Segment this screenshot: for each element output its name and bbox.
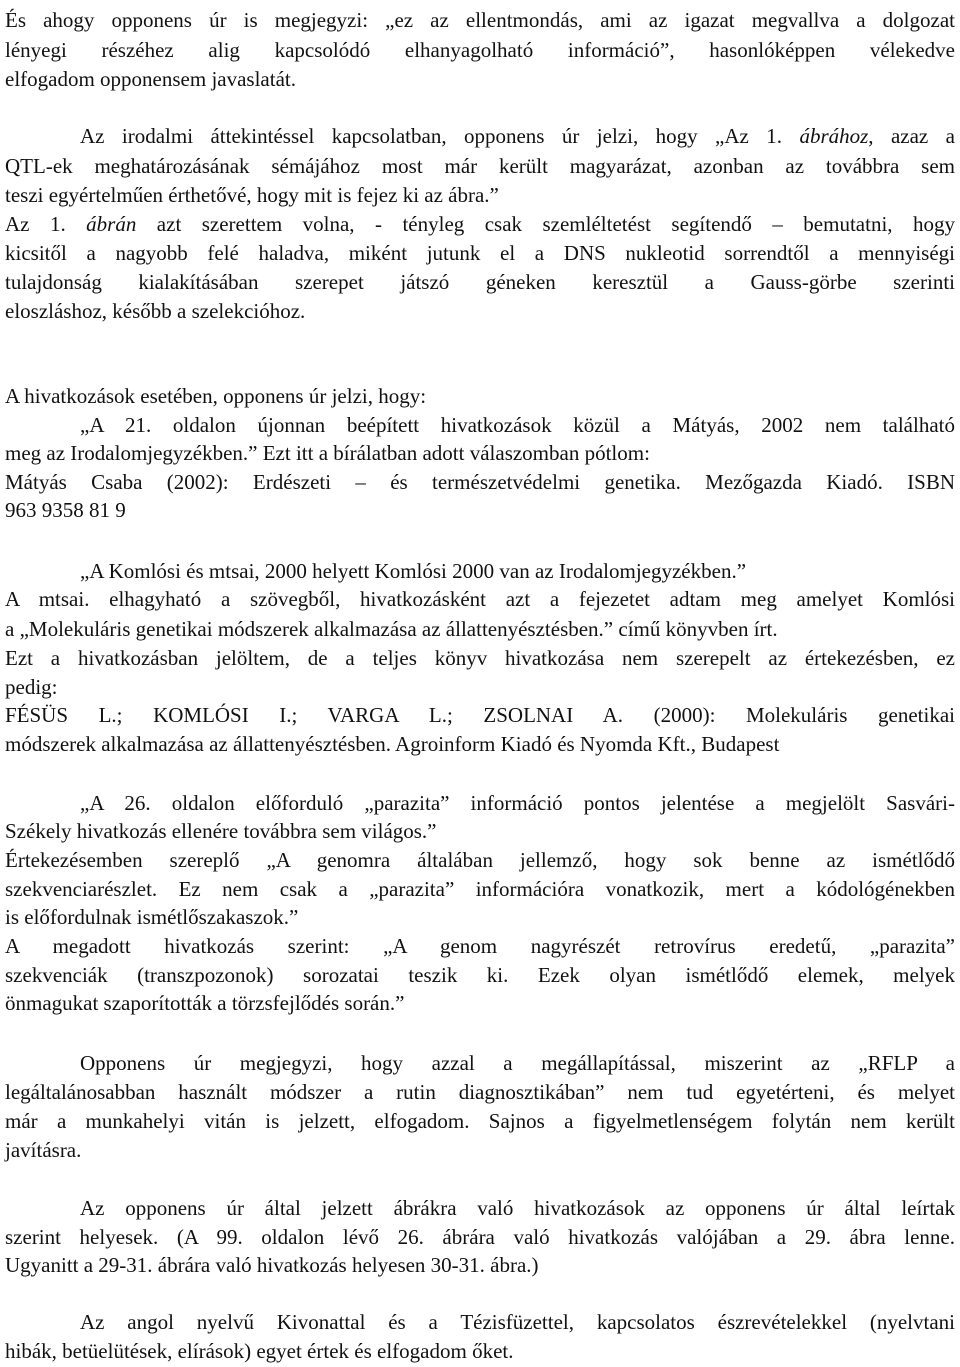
text-run: Az 1. [5, 212, 87, 236]
text-line: szerint helyesek. (A 99. oldalon lévő 26. ábrára való hivatkozás valójában a 29. ábra lenne. [5, 1225, 955, 1249]
text-line: szekvenciák (transzpozonok) sorozatai teszik ki. Ezek olyan ismétlődő elemek, melyek [5, 963, 955, 987]
text-line: A megadott hivatkozás szerint: „A genom nagyrészét retrovírus eredetű, „parazita” [5, 934, 955, 958]
text-line: „A 21. oldalon újonnan beépített hivatkozások közül a Mátyás, 2002 nem található [80, 413, 955, 437]
text-line: Ezt a hivatkozásban jelöltem, de a teljes könyv hivatkozása nem szerepelt az értekezésben, ez [5, 646, 955, 670]
text-run: Az irodalmi áttekintéssel kapcsolatban, opponens úr jelzi, hogy „Az 1. [80, 124, 800, 148]
text-run: , azaz a [868, 124, 955, 148]
text-line: Az angol nyelvű Kivonattal és a Tézisfüzettel, kapcsolatos észrevételekkel (nyelvtani [80, 1310, 955, 1334]
text-line: lényegi részéhez alig kapcsolódó elhanyagolható információ”, hasonlóképpen vélekedve [5, 38, 955, 62]
text-line: A hivatkozások esetében, opponens úr jelzi, hogy: [5, 384, 427, 408]
text-line: a „Molekuláris genetikai módszerek alkalmazása az állattenyésztésben.” című könyvben írt. [5, 617, 778, 641]
text-line: QTL-ek meghatározásának sémájához most már került magyarázat, azonban az továbbra sem [5, 154, 955, 178]
text-line: kicsitől a nagyobb felé haladva, miként jutunk el a DNS nukleotid sorrendtől a mennyiségi [5, 241, 955, 265]
italic-term: ábrán [86, 212, 137, 236]
text-line: „A 26. oldalon előforduló „parazita” információ pontos jelentése a megjelölt Sasvári- [80, 791, 955, 815]
text-line: Székely hivatkozás ellenére továbbra sem világos.” [5, 819, 437, 843]
text-line: Opponens úr megjegyzi, hogy azzal a megállapítással, miszerint az „RFLP a [80, 1051, 955, 1075]
text-line [80, 121, 955, 151]
text-line: pedig: [5, 675, 58, 699]
text-line: tulajdonság kialakításában szerepet játszó géneken keresztül a Gauss-görbe szerinti [5, 270, 955, 294]
text-line: módszerek alkalmazása az állattenyésztésben. Agroinform Kiadó és Nyomda Kft., Budapest [5, 732, 780, 756]
text-line: is előfordulnak ismétlőszakaszok.” [5, 905, 299, 929]
text-line: És ahogy opponens úr is megjegyzi: „ez az ellentmondás, ami az igazat megvallva a dolgozat [5, 8, 955, 32]
text-line: FÉSÜS L.; KOMLÓSI I.; VARGA L.; ZSOLNAI A. (2000): Molekuláris genetikai [5, 703, 955, 727]
text-line [5, 209, 955, 239]
text-line: Ugyanitt a 29-31. ábrára való hivatkozás helyesen 30-31. ábra.) [5, 1253, 539, 1277]
text-line: legáltalánosabban használt módszer a rutin diagnosztikában” nem tud egyetérteni, és melyet [5, 1080, 955, 1104]
text-line: Mátyás Csaba (2002): Erdészeti – és természetvédelmi genetika. Mezőgazda Kiadó. ISBN [5, 470, 955, 494]
text-line: önmagukat szaporították a törzsfejlődés során.” [5, 991, 405, 1015]
text-line: hibák, betüelütések, elírások) egyet értek és elfogadom őket. [5, 1339, 514, 1363]
text-line: teszi egyértelműen érthetővé, hogy mit is fejez ki az ábra.” [5, 183, 499, 207]
text-line: meg az Irodalomjegyzékben.” Ezt itt a bírálatban adott válaszomban pótlom: [5, 441, 650, 465]
text-line: Értekezésemben szereplő „A genomra általában jellemző, hogy sok benne az ismétlődő [5, 848, 955, 872]
text-line: elfogadom opponensem javaslatát. [5, 67, 296, 91]
text-line: „A Komlósi és mtsai, 2000 helyett Komlósi 2000 van az Irodalomjegyzékben.” [80, 559, 747, 583]
text-line: Az opponens úr által jelzett ábrákra való hivatkozások az opponens úr által leírtak [80, 1196, 955, 1220]
text-line: szekvenciarészlet. Ez nem csak a „parazita” információra vonatkozik, mert a kódológénekben [5, 877, 955, 901]
text-line: eloszláshoz, később a szelekcióhoz. [5, 299, 306, 323]
text-line: 963 9358 81 9 [5, 498, 126, 522]
text-line: A mtsai. elhagyható a szövegből, hivatkozásként azt a fejezetet adtam meg amelyet Komlósi [5, 587, 955, 611]
text-line: javításra. [5, 1138, 82, 1162]
italic-term: ábrához [799, 124, 869, 148]
text-run: azt szerettem volna, - tényleg csak szemléltetést segítendő – bemutatni, hogy [136, 212, 955, 236]
text-line: már a munkahelyi vitán is jelzett, elfogadom. Sajnos a figyelmetlenségem folytán nem került [5, 1109, 955, 1133]
